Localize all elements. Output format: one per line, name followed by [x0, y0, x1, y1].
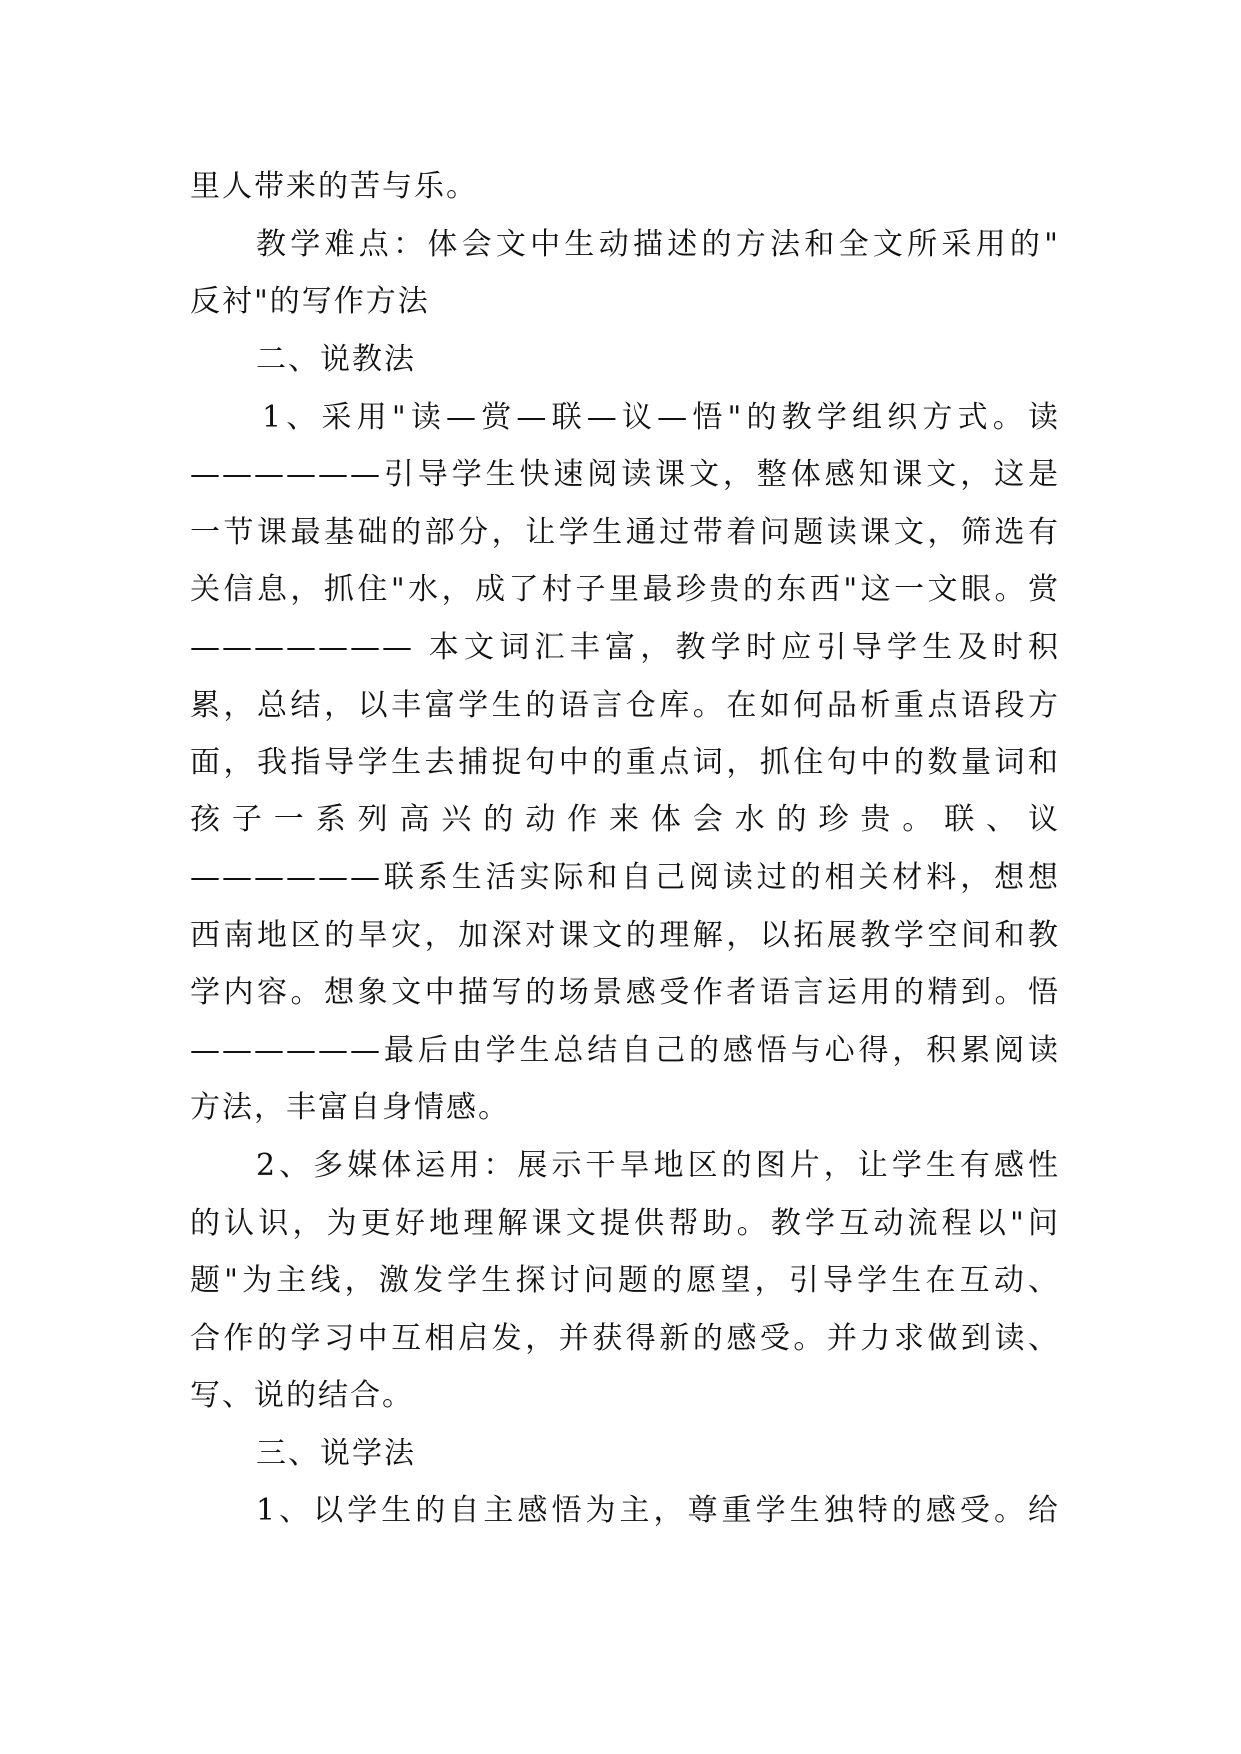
text-line: 的认识，为更好地理解课文提供帮助。教学互动流程以"问	[190, 1206, 1060, 1241]
text-line: ——————— 本文词汇丰富，教学时应引导学生及时积	[190, 630, 1060, 665]
text-line: 里人带来的苦与乐。	[190, 169, 478, 204]
text-line: 孩子一系列高兴的动作来体会水的珍贵。联、议	[190, 802, 1060, 837]
text-line: 关信息，抓住"水，成了村子里最珍贵的东西"这一文眼。赏	[190, 572, 1060, 607]
text-line: 学内容。想象文中描写的场景感受作者语言运用的精到。悟	[190, 975, 1060, 1010]
text-line: 1、采用"读—赏—联—议—悟"的教学组织方式。读	[262, 400, 1060, 435]
text-line: 合作的学习中互相启发，并获得新的感受。并力求做到读、	[190, 1321, 1060, 1356]
text-line: 1、以学生的自主感悟为主，尊重学生独特的感受。给	[256, 1493, 1060, 1528]
text-line: ——————引导学生快速阅读课文，整体感知课文，这是	[190, 457, 1060, 492]
text-line: 写、说的结合。	[190, 1378, 414, 1413]
section-heading: 二、说教法	[256, 342, 416, 377]
text-line: 一节课最基础的部分，让学生通过带着问题读课文，筛选有	[190, 515, 1060, 550]
text-line: 方法，丰富自身情感。	[190, 1090, 510, 1125]
text-line: 累，总结，以丰富学生的语言仓库。在如何品析重点语段方	[190, 688, 1060, 723]
text-line: 反衬"的写作方法	[190, 284, 430, 319]
text-line: ——————最后由学生总结自己的感悟与心得，积累阅读	[190, 1033, 1060, 1068]
text-line: ——————联系生活实际和自己阅读过的相关材料，想想	[190, 860, 1060, 895]
text-line: 2、多媒体运用：展示干旱地区的图片，让学生有感性	[256, 1148, 1060, 1183]
text-line: 教学难点：体会文中生动描述的方法和全文所采用的"	[256, 227, 1060, 262]
section-heading: 三、说学法	[256, 1436, 416, 1471]
text-line: 西南地区的旱灾，加深对课文的理解，以拓展教学空间和教	[190, 918, 1060, 953]
text-line: 题"为主线，激发学生探讨问题的愿望，引导学生在互动、	[190, 1263, 1060, 1298]
text-line: 面，我指导学生去捕捉句中的重点词，抓住句中的数量词和	[190, 745, 1060, 780]
